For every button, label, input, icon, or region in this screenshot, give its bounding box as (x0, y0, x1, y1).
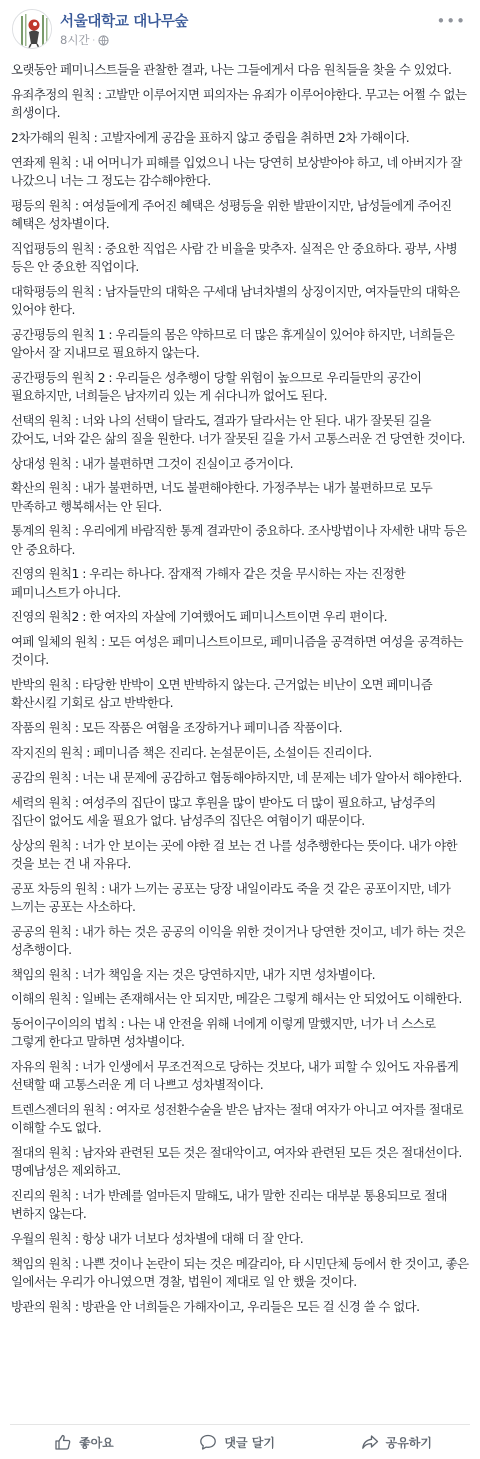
comment-label: 댓글 달기 (224, 1435, 275, 1450)
like-button[interactable] (54, 1433, 114, 1451)
post-body (11, 61, 471, 1323)
post-paragraph: 작품의 원칙 : 모든 작품은 여혐을 조장하거나 페미니즘 작품이다. (11, 720, 343, 736)
post-paragraph: 진영의 원칙1 : 우리는 하나다. 잠재적 가해자 같은 것을 무시하는 자는 진정한 페미니스트가 아니다. (11, 566, 406, 600)
more-options-icon[interactable]: ••• (436, 12, 466, 30)
post-paragraph: 세력의 원칙 : 여성주의 집단이 많고 후원을 많이 받아도 더 많이 필요하고, 남성주의 집단이 없어도 세울 필요가 없다. 남성주의 집단은 여혐이기 때문이다. (11, 794, 436, 828)
post-paragraph: 반박의 원칙 : 타당한 반박이 오면 반박하지 않는다. 근거없는 비난이 오면 페미니즘 확산시킬 기회로 삼고 반박한다. (11, 677, 433, 711)
post-paragraph: 방관의 원칙 : 방관을 안 너희들은 가해자이고, 우리들은 모든 걸 신경 쓸 수 없다. (11, 1298, 420, 1314)
post-paragraph: 통계의 원칙 : 우리에게 바람직한 통계 결과만이 중요하다. 조사방법이나 자세한 내막 등은 안 중요하다. (11, 523, 467, 557)
post-paragraph: 공간평등의 원칙 1 : 우리들의 몸은 약하므로 더 많은 휴게실이 있어야 하지만, 너희들은 알아서 잘 지내므로 필요하지 않는다. (11, 326, 455, 360)
post-paragraph: 자유의 원칙 : 너가 인생에서 무조건적으로 당하는 것보다, 내가 피할 수 있어도 자유롭게 선택할 때 고통스러운 게 더 나쁘고 성차별적이다. (11, 1059, 459, 1093)
post-paragraph: 상대성 원칙 : 내가 불편하면 그것이 진실이고 증거이다. (11, 455, 293, 471)
page-avatar[interactable] (12, 9, 52, 49)
post-paragraph: 상상의 원칙 : 너가 안 보이는 곳에 야한 걸 보는 건 나를 성추행한다는 뜻이다. 내가 야한 것을 보는 건 내 자유다. (11, 837, 458, 871)
post-paragraph: 공간평등의 원칙 2 : 우리들은 성추행이 당할 위험이 높으므로 우리들만의 공간이 필요하지만, 너희들은 남자끼리 있는 게 쉬다니까 없어도 된다. (11, 369, 422, 403)
post-header (0, 0, 480, 56)
share-label: 공유하기 (385, 1435, 432, 1450)
globe-icon (98, 35, 109, 46)
post-paragraph: 대학평등의 원칙 : 남자들만의 대학은 구세대 남녀차별의 상징이지만, 여자들만의 대학은 있어야 한다. (11, 283, 460, 317)
post-timestamp[interactable]: 8시간 (60, 33, 90, 47)
meta-separator: · (92, 35, 96, 45)
comment-button[interactable] (199, 1433, 275, 1451)
post-paragraph: 2차가해의 원칙 : 고발자에게 공감을 표하지 않고 중립을 취하면 2차 가해이다. (11, 129, 410, 145)
post-paragraph: 이해의 원칙 : 일베는 존재해서는 안 되지만, 메갈은 그렇게 해서는 안 되었어도 이해한다. (11, 991, 462, 1007)
share-arrow-icon (361, 1433, 379, 1451)
bamboo-forest-logo-icon (13, 10, 52, 49)
share-button[interactable] (361, 1433, 432, 1451)
post-paragraph: 확산의 원칙 : 내가 불편하면, 너도 불편해야한다. 가정주부는 내가 불편하므로 모두 만족하고 행복해서는 안 된다. (11, 480, 433, 514)
post-paragraph: 진영의 원칙2 : 한 여자의 자살에 기여했어도 페미니스트이면 우리 편이다. (11, 609, 388, 625)
post-paragraph: 오랫동안 페미니스트들을 관찰한 결과, 나는 그들에게서 다음 원칙들을 찾을 수 있었다. (11, 62, 452, 77)
post-paragraph: 여페 일체의 원칙 : 모든 여성은 페미니스트이므로, 페미니즘을 공격하면 여성을 공격하는 것이다. (11, 634, 463, 668)
post-actions-bar (10, 1424, 470, 1459)
post-paragraph: 유죄추정의 원칙 : 고발만 이루어지면 피의자는 유죄가 이루어야한다. 무고는 어쩔 수 없는 희생이다. (11, 86, 467, 120)
post-paragraph: 우월의 원칙 : 항상 내가 너보다 성차별에 대해 더 잘 안다. (11, 1231, 304, 1247)
post-paragraph: 트렌스젠더의 원칙 : 여자로 성전환수술을 받은 남자는 절대 여자가 아니고 여자를 절대로 이해할 수도 없다. (11, 1102, 463, 1136)
post-paragraph: 책임의 원칙 : 나쁜 것이나 논란이 되는 것은 메갈리아, 타 시민단체 등에서 한 것이고, 좋은 일에서는 우리가 아니였으면 경찰, 법원이 제대로 일 안 했을 것이다. (11, 1255, 469, 1290)
post-paragraph: 연좌제 원칙 : 내 어머니가 피해를 입었으니 나는 당연히 보상받아야 하고, 네 아버지가 잘 나갔으니 너는 그 정도는 감수해야한다. (11, 154, 462, 188)
post-paragraph: 진리의 원칙 : 너가 반례를 얼마든지 말해도, 내가 말한 진리는 대부분 통용되므로 절대 변하지 않는다. (11, 1188, 447, 1222)
post-paragraph: 작지진의 원칙 : 페미니즘 책은 진리다. 논설문이든, 소설이든 진리이다. (11, 744, 372, 760)
post-paragraph: 공공의 원칙 : 내가 하는 것은 공공의 이익을 위한 것이거나 당연한 것이고, 네가 하는 것은 성추행이다. (11, 923, 466, 957)
post-paragraph: 선택의 원칙 : 너와 나의 선택이 달라도, 결과가 달라서는 안 된다. 내가 잘못된 길을 갔어도, 너와 같은 삶의 질을 원한다. 너가 잘못된 길을 가서 고통스러운 건 당연한 것이다. (11, 412, 465, 446)
post-paragraph: 평등의 원칙 : 여성들에게 주어진 혜택은 성평등을 위한 발판이지만, 남성들에게 주어진 혜택은 성차별이다. (11, 197, 452, 231)
post-paragraph: 동어이구이의의 법칙 : 나는 내 안전을 위해 너에게 이렇게 말했지만, 너가 너 스스로 그렇게 한다고 말하면 성차별이다. (11, 1016, 436, 1050)
page-name-link[interactable]: 서울대학교 대나무숲 (60, 14, 189, 30)
post-paragraph: 직업평등의 원칙 : 중요한 직업은 사람 간 비율을 맞추자. 실적은 안 중요하다. 광부, 사병 등은 안 중요한 직업이다. (11, 240, 458, 274)
post-meta (60, 32, 109, 48)
comment-icon (199, 1433, 217, 1451)
thumbs-up-icon (54, 1433, 72, 1451)
post-paragraph: 절대의 원칙 : 남자와 관련된 모든 것은 절대악이고, 여자와 관련된 모든 것은 절대선이다. 명예남성은 제외하고. (11, 1145, 462, 1179)
post-paragraph: 공포 차등의 원칙 : 내가 느끼는 공포는 당장 내일이라도 죽을 것 같은 공포이지만, 네가 느끼는 공포는 사소하다. (11, 880, 451, 914)
like-label: 좋아요 (79, 1435, 114, 1450)
post-paragraph: 공감의 원칙 : 너는 내 문제에 공감하고 협동해야하지만, 네 문제는 네가 알아서 해야한다. (11, 769, 462, 785)
post-paragraph: 책임의 원칙 : 너가 책임을 지는 것은 당연하지만, 내가 지면 성차별이다. (11, 966, 376, 982)
